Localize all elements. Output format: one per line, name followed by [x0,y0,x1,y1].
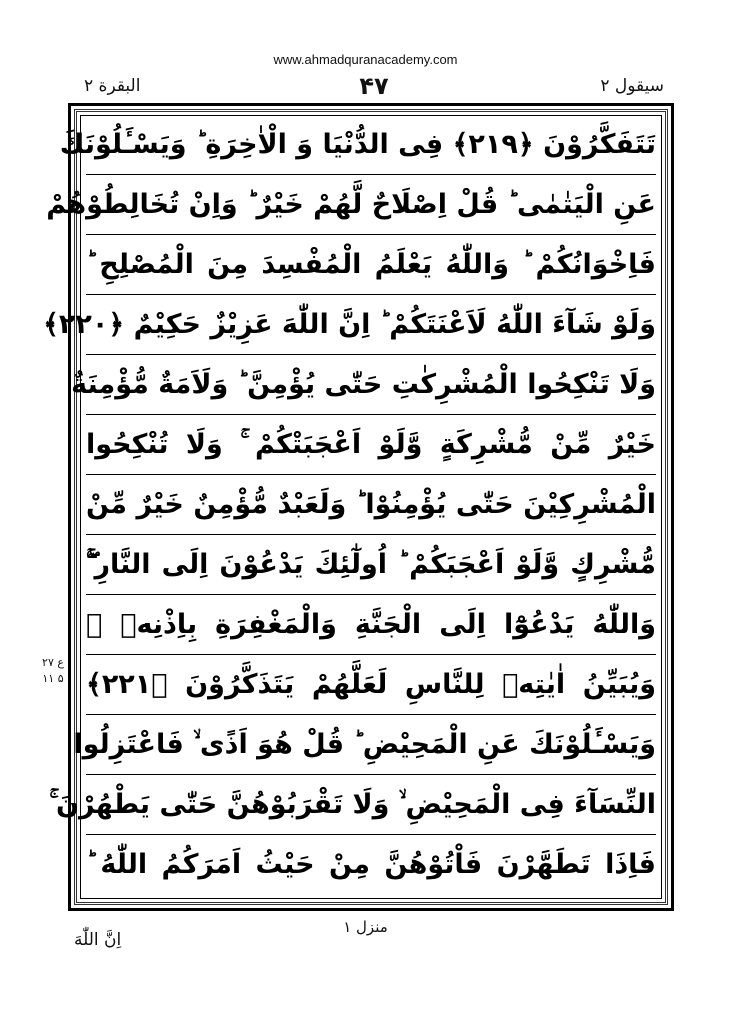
text-line-5: وَلَا تَنْكِحُوا الْمُشْرِكٰتِ حَتّٰى يُؤْمِنَّ ؕ وَلَاَمَةٌ مُّؤْمِنَةٌ [86,355,656,415]
surah-name: البقرة ۲ [84,76,141,96]
text-line-11: وَيَسْـَٔلُوْنَكَ عَنِ الْمَحِيْضِ ؕ قُلْ هُوَ اَذًى ۙ فَاعْتَزِلُوا [86,715,656,775]
text-line-7: الْمُشْرِكِيْنَ حَتّٰى يُؤْمِنُوْا ؕ وَلَعَبْدٌ مُّؤْمِنٌ خَيْرٌ مِّنْ [86,475,656,535]
text-line-10: وَيُبَيِّنُ اٰيٰتِهٖ لِلنَّاسِ لَعَلَّهُمْ يَتَذَكَّرُوْنَ ﴿۲۲۱﴾ [86,655,656,715]
text-line-13: فَاِذَا تَطَهَّرْنَ فَاْتُوْهُنَّ مِنْ حَيْثُ اَمَرَكُمُ اللّٰهُ ؕ [86,849,656,880]
page-number: ۴۷ [359,72,389,100]
text-line-12: النِّسَآءَ فِى الْمَحِيْضِ ۙ وَلَا تَقْرَبُوْهُنَّ حَتّٰى يَطْهُرْنَ ۚ [86,775,656,835]
website-url: www.ahmadquranacademy.com [273,52,458,67]
page-header [84,72,664,102]
text-line-3: فَاِخْوَانُكُمْ ؕ وَاللّٰهُ يَعْلَمُ الْمُفْسِدَ مِنَ الْمُصْلِحِ ؕ [86,235,656,295]
text-line-2: عَنِ الْيَتٰمٰى ؕ قُلْ اِصْلَاحٌ لَّهُمْ خَيْرٌ ؕ وَاِنْ تُخَالِطُوْهُمْ [86,175,656,235]
text-line-4: وَلَوْ شَآءَ اللّٰهُ لَاَعْنَتَكُمْ ؕ اِنَّ اللّٰهَ عَزِيْزٌ حَكِيْمٌ ﴿۲۲۰﴾ [86,295,656,355]
text-line-9: وَاللّٰهُ يَدْعُوْٓا اِلَى الْجَنَّةِ وَالْمَغْفِرَةِ بِاِذْنِهٖ ۚ [86,595,656,655]
text-line-1: تَتَفَكَّرُوْنَ ﴿۲۱۹﴾ فِى الدُّنْيَا وَ الْاٰخِرَةِ ؕ وَيَسْـَٔلُوْنَكَ [86,115,656,175]
juz-name: سيقول ۲ [600,76,664,96]
manzil-label: منزل ۱ [343,918,388,936]
ruku-marker: ۲۷ ع ۵ ۱۱ [42,656,64,685]
text-line-6: خَيْرٌ مِّنْ مُّشْرِكَةٍ وَّلَوْ اَعْجَبَتْكُمْ ۚ وَلَا تُنْكِحُوا [86,415,656,475]
text-line-8: مُّشْرِكٍ وَّلَوْ اَعْجَبَكُمْ ؕ اُولٰٓئِكَ يَدْعُوْنَ اِلَى النَّارِ ۖۚ [86,535,656,595]
catchword: اِنَّ اللّٰهَ [74,930,122,950]
